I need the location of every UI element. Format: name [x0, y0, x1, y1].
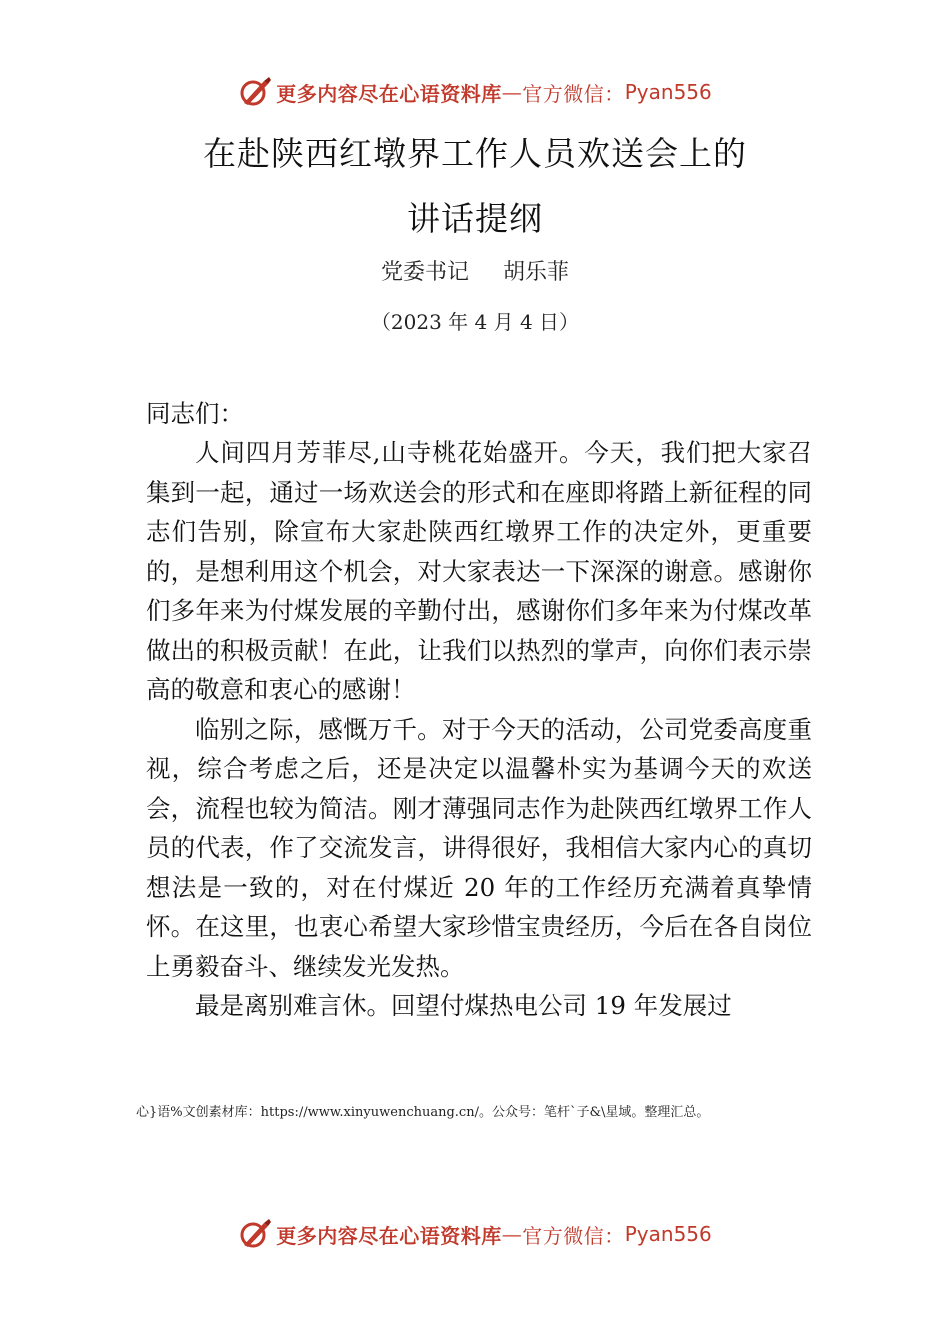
banner-main-text: 更多内容尽在心语资料库: [276, 81, 502, 106]
author-role: 党委书记: [380, 260, 469, 285]
paragraph: 人间四月芳菲尽,山寺桃花始盛开。今天，我们把大家召集到一起，通过一场欢送会的形式和在座即将踏上新征程的同志们告别，除宣布大家赴陕西红墩界工作的决定外，更重要的，是想利用这个机会，对大家表达一下深深的谢意。感谢你们多年来为付煤发展的辛勤付出，感谢你们多年来为付煤改革做出的积极贡献！在此，让我们以热烈的掌声，向你们表示崇高的敬意和衷心的感谢！: [146, 438, 812, 704]
footer-banner: [0, 1214, 950, 1254]
banner-dash: —: [501, 1222, 523, 1246]
document-date: （2023 年 4 月 4 日）: [370, 310, 580, 334]
banner-wechat-id: Pyan556: [624, 80, 712, 104]
banner-wechat-label: 官方微信：: [522, 81, 625, 106]
pen-logo-icon: [238, 1217, 272, 1251]
author-line: [0, 255, 950, 286]
header-banner: [0, 72, 950, 112]
body-clip: [146, 433, 812, 1101]
pen-logo-icon: [238, 75, 272, 109]
banner-main-text: 更多内容尽在心语资料库: [276, 1223, 502, 1248]
footnote: 心}语%文创素材库：https://www.xinyuwenchuang.cn/。公众号：笔杆`子&\星域。整理汇总。: [136, 1105, 710, 1120]
document-title-line-2: 讲话提纲: [407, 199, 543, 238]
banner-wechat-label: 官方微信：: [522, 1223, 625, 1248]
banner-wechat-id: Pyan556: [624, 1222, 712, 1246]
paragraph: 临别之际，感慨万千。对于今天的活动，公司党委高度重视，综合考虑之后，还是决定以温馨朴实为基调今天的欢送会，流程也较为简洁。刚才薄强同志作为赴陕西红墩界工作人员的代表，作了交流发言，讲得很好，我相信大家内心的真切想法是一致的，对在付煤近 20 年的工作经历充满着真挚情怀。在这里，也衷心希望大家珍惜宝贵经历，今后在各自岗位上勇毅奋斗、继续发光发热。: [146, 714, 812, 981]
document-title-line-1: 在赴陕西红墩界工作人员欢送会上的: [203, 134, 747, 173]
author-name: 胡乐菲: [503, 260, 570, 285]
greeting: 同志们：: [146, 399, 244, 428]
paragraph: 最是离别难言休。回望付煤热电公司 19 年发展过: [195, 991, 732, 1020]
banner-dash: —: [501, 80, 523, 104]
body-text: [146, 433, 812, 1026]
